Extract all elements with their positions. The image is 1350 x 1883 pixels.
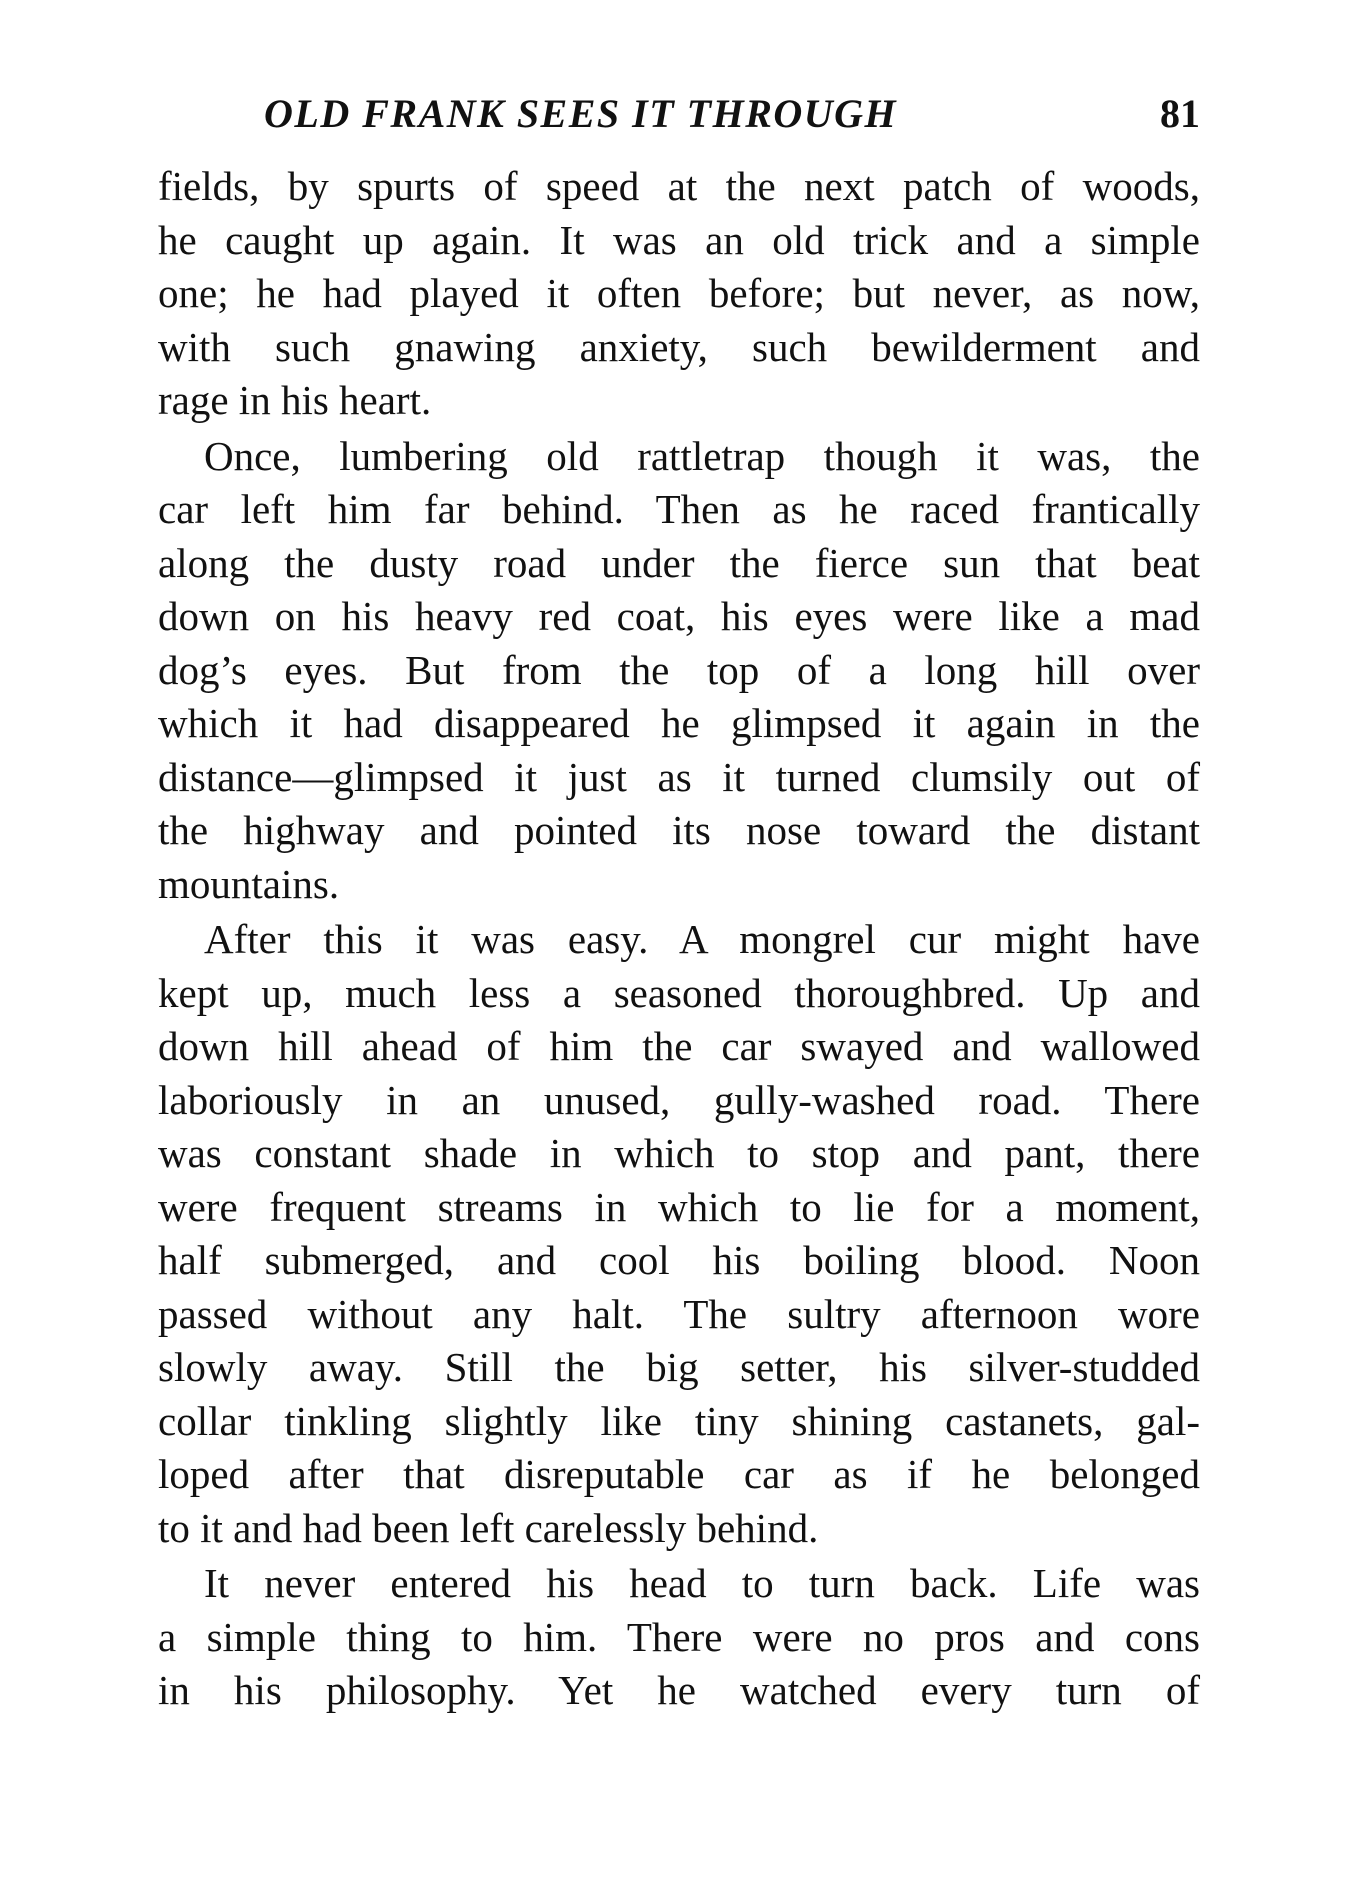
paragraph [158,913,1200,1555]
paragraph [158,160,1200,428]
text-line: collar tinkling slightly like tiny shining castanets, gal- [158,1397,1200,1444]
text-line: a simple thing to him. There were no pros and cons [158,1613,1200,1660]
running-title: OLD FRANK SEES IT THROUGH [264,91,898,136]
text-line: laboriously in an unused, gully-washed road. There [158,1076,1200,1123]
text-line: one; he had played it often before; but never, as now, [158,270,1200,316]
text-line: the highway and pointed its nose toward the distant [158,807,1200,853]
text-line: slowly away. Still the big setter, his silver-studded [158,1344,1200,1390]
text-line: he caught up again. It was an old trick and a simple [158,216,1200,263]
text-line: kept up, much less a seasoned thoroughbred. Up and [158,969,1200,1016]
text-line: dog’s eyes. But from the top of a long hill over [158,646,1200,693]
text-line: was constant shade in which to stop and pant, there [158,1130,1200,1176]
text-line: down hill ahead of him the car swayed and wallowed [158,1023,1200,1069]
text-line: car left him far behind. Then as he raced frantically [158,486,1200,532]
paragraph [158,430,1200,912]
text-line: to it and had been left carelessly behind. [158,1504,819,1551]
text-line: Once, lumbering old rattletrap though it was, the [204,432,1200,479]
text-line: which it had disappeared he glimpsed it again in the [158,700,1200,746]
text-line: loped after that disreputable car as if he belonged [158,1451,1200,1497]
page-number: 81 [1160,91,1200,136]
text-line: in his philosophy. Yet he watched every turn of [158,1667,1200,1713]
text-line: along the dusty road under the fierce sun that beat [158,539,1200,586]
text-line: half submerged, and cool his boiling blood. Noon [158,1237,1200,1283]
text-line: After this it was easy. A mongrel cur might have [204,916,1200,962]
text-line: rage in his heart. [158,377,432,423]
text-line: distance—glimpsed it just as it turned clumsily out of [158,753,1200,800]
paragraph [158,1557,1200,1718]
body-text [158,160,1200,1718]
text-line: mountains. [158,860,340,907]
text-line: down on his heavy red coat, his eyes were like a mad [158,593,1200,639]
text-line: were frequent streams in which to lie for a moment, [158,1183,1200,1230]
running-head [158,86,1200,142]
text-line: It never entered his head to turn back. Life was [204,1560,1200,1606]
text-line: with such gnawing anxiety, such bewilderment and [158,323,1200,370]
text-line: fields, by spurts of speed at the next patch of woods, [158,163,1200,209]
text-line: passed without any halt. The sultry afternoon wore [158,1290,1200,1337]
